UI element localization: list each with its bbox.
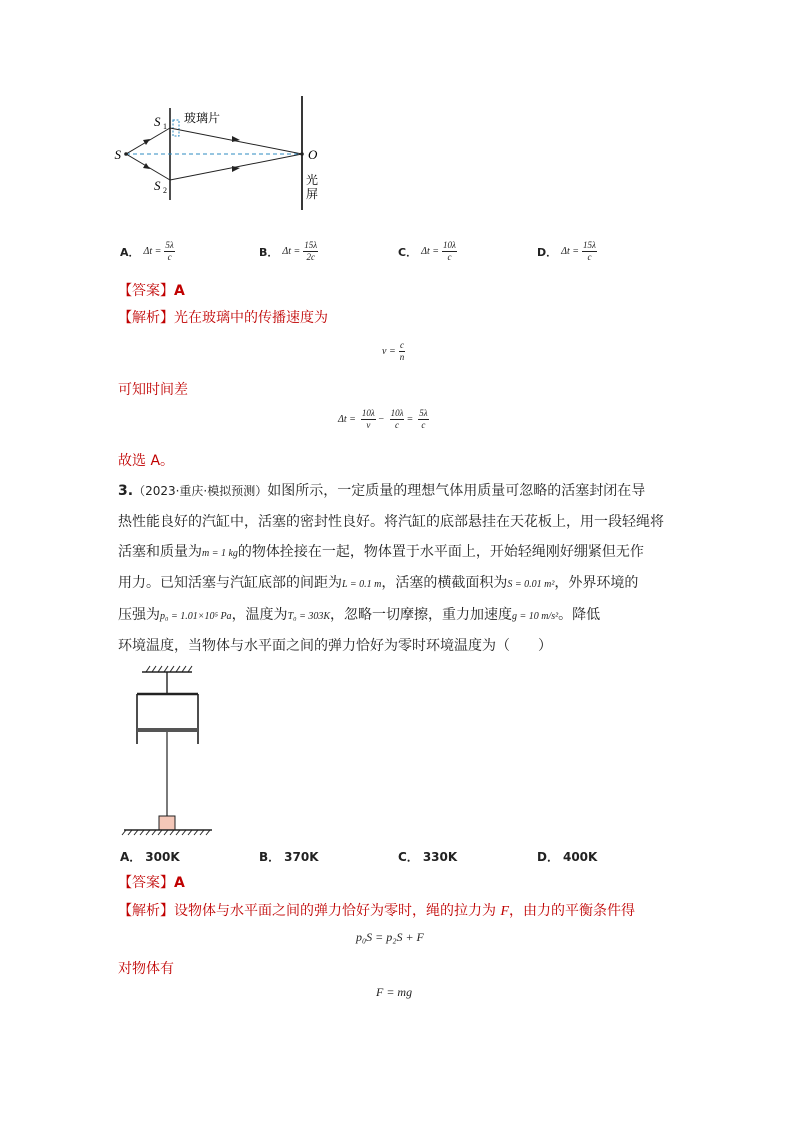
q2-option-a[interactable] <box>120 240 175 263</box>
q2-answer <box>118 282 185 300</box>
q3-option-c[interactable] <box>398 848 457 865</box>
option-letter: C． <box>398 850 419 864</box>
option-fraction <box>303 240 318 263</box>
q3-text: 压强为 <box>118 607 160 623</box>
q3-analysis-text2: 对物体有 <box>118 961 174 977</box>
label-s2-sub: 2 <box>163 186 167 195</box>
numerator: 5λ <box>419 408 428 418</box>
label-screen-1: 光 <box>306 173 319 187</box>
answer-tag: 【答案】 <box>118 875 174 891</box>
arrow-s-s1 <box>143 139 150 145</box>
denominator: 2c <box>306 252 315 262</box>
q3-line-6: 环境温度，当物体与水平面之间的弹力恰好为零时环境温度为（ ） <box>118 638 552 654</box>
numerator: 15λ <box>583 240 596 250</box>
eq-fraction-3 <box>418 408 428 431</box>
q3-source: （2023·重庆·模拟预测） <box>133 484 268 498</box>
ceiling-hatch <box>146 666 192 672</box>
q3-text: 如图所示，一定质量的理想气体用质量可忽略的活塞封闭在导 <box>267 483 646 499</box>
label-s1-sub: 1 <box>163 122 167 131</box>
q3-line-2: 热性能良好的汽缸中，活塞的密封性良好。将汽缸的底部悬挂在天花板上，用一段轻绳将 <box>118 514 664 530</box>
q3-math-length: L = 0.1 m <box>342 579 382 590</box>
option-value: 330K <box>422 849 458 864</box>
q3-text: ，忽略一切摩擦，重力加速度 <box>330 607 513 623</box>
q2-option-d[interactable] <box>537 240 597 263</box>
analysis-math-f: F <box>500 904 510 919</box>
q3-text: ，温度为 <box>231 607 288 623</box>
option-lhs: Δt = <box>282 246 301 257</box>
label-o: O <box>308 147 318 162</box>
option-fraction <box>582 240 597 263</box>
eq-fraction-1 <box>361 408 376 431</box>
label-s: S <box>114 147 121 162</box>
denominator: c <box>447 252 452 262</box>
q3-option-d[interactable] <box>537 848 597 865</box>
option-lhs: Δt = <box>421 246 439 257</box>
eq-lhs: v = <box>382 346 396 357</box>
point-o-dot <box>300 152 304 156</box>
q3-math-gravity: g = 10 m/s² <box>512 611 559 622</box>
option-letter: A． <box>120 245 140 259</box>
option-fraction <box>164 240 174 263</box>
numerator: 10λ <box>361 408 375 418</box>
option-letter: D． <box>537 245 558 259</box>
q3-answer <box>118 874 185 892</box>
weight-block <box>159 816 175 830</box>
q3-option-a[interactable] <box>120 848 180 865</box>
denominator: c <box>395 420 400 430</box>
option-letter: C． <box>398 245 418 259</box>
denominator: c <box>167 252 172 262</box>
q2-option-b[interactable] <box>259 240 318 263</box>
double-slit-figure <box>110 92 340 222</box>
option-lhs: Δt = <box>561 246 580 257</box>
q3-math-pressure: p₀ = 1.01×10⁵ Pa <box>160 611 232 622</box>
label-glass: 玻璃片 <box>184 111 221 125</box>
numerator: c <box>399 340 404 350</box>
numerator: 10λ <box>390 408 404 418</box>
option-letter: B． <box>259 245 279 259</box>
q2-eq-velocity <box>382 340 405 363</box>
denominator: n <box>399 352 405 362</box>
option-lhs: Δt = <box>143 246 162 257</box>
label-screen-2: 屏 <box>306 187 319 201</box>
q3-text: ，外界环境的 <box>554 575 639 591</box>
q3-eq-weight: F = mg <box>376 985 413 999</box>
q3-math-temperature: T₀ = 303K <box>287 611 331 622</box>
numerator: 15λ <box>304 240 318 250</box>
q3-number: 3. <box>118 483 134 499</box>
label-s1: S <box>154 114 161 129</box>
q3-option-b[interactable] <box>259 848 319 865</box>
denominator: c <box>587 252 592 262</box>
q3-line-1 <box>118 482 645 500</box>
option-letter: B． <box>259 850 281 864</box>
q3-line-3 <box>118 543 644 563</box>
q3-text: 用力。已知活塞与汽缸底部的间距为 <box>118 575 342 591</box>
q2-eq-time-difference <box>338 408 429 431</box>
source-point <box>124 152 128 156</box>
q2-conclusion: 故选 A。 <box>118 453 175 469</box>
q3-text: 活塞和质量为 <box>118 544 202 560</box>
denominator: v <box>366 420 371 430</box>
q3-analysis-line <box>118 902 635 921</box>
option-value: 300K <box>145 849 180 864</box>
q3-text: ，活塞的横截面积为 <box>381 575 508 591</box>
q2-analysis-line <box>118 309 328 327</box>
analysis-text: 设物体与水平面之间的弹力恰好为零时，绳的拉力为 <box>174 903 501 919</box>
eq-lhs: Δt = <box>338 414 356 425</box>
q3-eq-balance: p₀S = p₂S + F <box>356 930 424 944</box>
denominator: c <box>421 420 426 430</box>
eq-fraction-2 <box>390 408 405 431</box>
glass-plate <box>173 120 179 136</box>
analysis-tag: 【解析】 <box>118 310 174 326</box>
eq-fraction <box>399 340 406 363</box>
arrow-s-s2 <box>143 163 150 169</box>
cylinder-piston-figure <box>118 664 218 836</box>
option-fraction <box>442 240 457 263</box>
q3-line-4 <box>118 574 638 594</box>
analysis-text: ，由力的平衡条件得 <box>509 903 636 919</box>
q3-line-5 <box>118 606 600 626</box>
analysis-tag: 【解析】 <box>118 903 174 919</box>
eq-equals: = <box>406 414 414 425</box>
numerator: 5λ <box>165 240 174 250</box>
q3-text: 。降低 <box>558 607 601 623</box>
ground-hatch <box>122 830 210 835</box>
q3-math-mass: m = 1 kg <box>202 548 238 559</box>
option-letter: A． <box>120 850 142 864</box>
answer-tag: 【答案】 <box>118 283 174 299</box>
label-s2: S <box>154 178 161 193</box>
option-value: 400K <box>562 849 598 864</box>
option-value: 370K <box>284 849 319 864</box>
numerator: 10λ <box>442 240 456 250</box>
analysis-text: 光在玻璃中的传播速度为 <box>174 310 328 326</box>
piston <box>137 728 198 732</box>
q3-math-area: S = 0.01 m² <box>507 579 555 590</box>
answer-value: A <box>174 283 185 299</box>
q3-text: 的物体拴接在一起，物体置于水平面上，开始轻绳刚好绷紧但无作 <box>237 544 644 560</box>
eq-operator: − <box>377 414 385 425</box>
q2-analysis-text2: 可知时间差 <box>118 382 188 398</box>
answer-value: A <box>174 875 185 891</box>
option-letter: D． <box>537 850 559 864</box>
q2-option-c[interactable] <box>398 240 457 263</box>
